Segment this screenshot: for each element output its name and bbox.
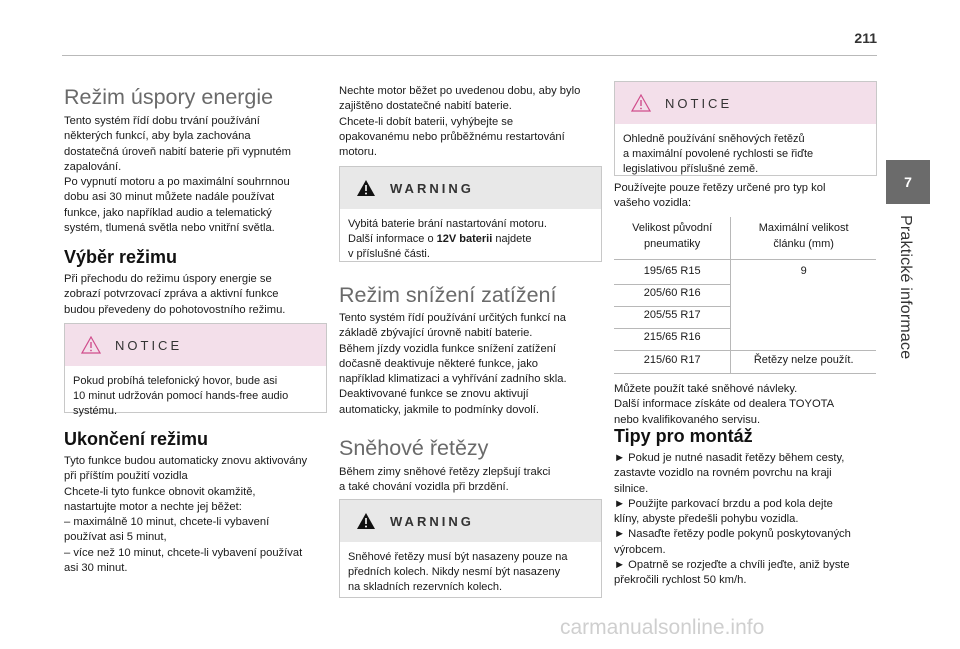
notice-triangle-icon (631, 94, 651, 112)
warning-text-chains: Sněhové řetězy musí být nasazeny pouze na předních kolech. Nikdy nesmí být nasazeny na skladních rezervních kolech. (348, 551, 568, 593)
snow-chains-text: Během zimy sněhové řetězy zlepšují trakci a také chování vozidla při brzdění. (339, 466, 551, 494)
warning-box-battery (339, 166, 602, 262)
notice-header (65, 324, 326, 366)
page-number: 211 (854, 30, 877, 46)
watermark: carmanualsonline.info (560, 616, 765, 639)
table-row (614, 351, 876, 374)
heading-load-reduction: Režim snížení zatížení (339, 283, 557, 307)
warning-box-chains (339, 499, 602, 598)
table-header-row (614, 217, 876, 260)
warning-text-battery (340, 209, 601, 272)
table-cell: 215/60 R17 (614, 351, 731, 374)
notice-text: Pokud probíhá telefonický hovor, bude asi 10 minut udržován pomocí hands-free audio systému. (73, 375, 289, 417)
heading-energy-saving: Režim úspory energie (64, 85, 274, 109)
snow-socks-text: Můžete použít také sněhové návleky. Další informace získáte od dealera TOYOTA nebo kvalifikovaného servisu. (614, 383, 835, 426)
warning-label: WARNING (390, 180, 474, 196)
heading-fitting-tips: Tipy pro montáž (614, 426, 753, 446)
table-header-cell: Velikost původní pneumatiky (614, 217, 731, 260)
notice-header (615, 82, 876, 124)
heading-mode-end: Ukončení režimu (64, 429, 209, 449)
notice-box (64, 323, 327, 417)
warning-label: WARNING (390, 513, 474, 529)
warning-text-part: Vybitá baterie brání nastartování motoru. Další informace o (348, 218, 547, 245)
table-cell: 9 (731, 260, 876, 351)
table-cell: 195/65 R15 (614, 260, 731, 285)
notice-label: NOTICE (115, 337, 183, 353)
warning-triangle-icon (356, 179, 376, 197)
table-row (614, 260, 876, 285)
table-cell: 205/60 R16 (614, 285, 731, 307)
warning-header (340, 500, 601, 542)
chain-size-table (614, 217, 876, 374)
warning-text-part: najdete v příslušné části. (348, 233, 532, 260)
table-cell: 205/55 R17 (614, 307, 731, 329)
table-header-cell: Maximální velikost článku (mm) (758, 222, 849, 250)
notice-box (614, 81, 877, 176)
warning-triangle-icon (356, 512, 376, 530)
table-cell: Řetězy nelze použít. (731, 351, 876, 374)
load-reduction-text: Tento systém řídí používání určitých funkcí na základě zbývající úrovně nabití baterie. Během jízdy vozidla funkce snížení zatížení dočasně deaktivuje některé funkce, jako například klimatizaci a vyhřívání zadního skla. Deaktivované funkce se znovu aktivují automaticky, jakmile to podmínky dovolí. (339, 312, 567, 416)
header-rule (62, 55, 877, 56)
notice-triangle-icon (81, 336, 101, 354)
warning-header (340, 167, 601, 209)
mode-selection-text: Při přechodu do režimu úspory energie se zobrazí potvrzovací zpráva a aktivní funkce budou převedeny do pohotovostního režimu. (64, 273, 286, 316)
heading-snow-chains: Sněhové řetězy (339, 436, 489, 460)
engine-run-text: Nechte motor běžet po uvedenou dobu, aby bylo zajištěno dostatečné nabití baterie. Chcete-li dobít baterii, vyhýbejte se opakovanému nebo průběžnému restartování motoru. (339, 85, 581, 159)
chain-usage-text: Používejte pouze řetězy určené pro typ kol vašeho vozidla: (614, 182, 826, 210)
notice-text: Ohledně používání sněhových řetězů a maximální povolené rychlosti se řiďte legislativou příslušné země. (623, 133, 814, 175)
chapter-tab[interactable]: 7 (886, 160, 930, 204)
fitting-tips-text: ► Pokud je nutné nasadit řetězy během cesty, zastavte vozidlo na rovném povrchu na kraji silnice. ► Použijte parkovací brzdu a pod kola dejte klíny, abyste předešli pohybu vozidla. ► Nasaďte řetězy podle pokynů poskytovaných výrobcem. ► Opatrně se rozjeďte a chvíli jeďte, aniž byste překročili rychlost 50 km/h. (614, 452, 851, 587)
battery-reference: 12V baterii (436, 233, 493, 245)
table-cell: 215/65 R16 (614, 329, 731, 351)
chapter-title: Praktické informace (897, 215, 914, 360)
notice-label: NOTICE (665, 95, 733, 111)
mode-end-text: Tyto funkce budou automaticky znovu aktivovány při příštím použití vozidla Chcete-li tyto funkce obnovit okamžitě, nastartujte motor a nechte jej běžet: – maximálně 10 minut, chcete-li vybavení používat asi 5 minut, – více než 10 minut, chcete-li vybavení používat asi 30 minut. (64, 455, 308, 575)
energy-saving-text: Tento systém řídí dobu trvání používání některých funkcí, aby byla zachována dostatečná úroveň nabití baterie při vypnutém zapalování. Po vypnutí motoru a po maximální souhrnnou dobu asi 30 minut můžete nadále používat funkce, jako například audio a telematický systém, tlumená světla nebo vnitřní světla. (64, 115, 291, 235)
heading-mode-selection: Výběr režimu (64, 247, 178, 267)
